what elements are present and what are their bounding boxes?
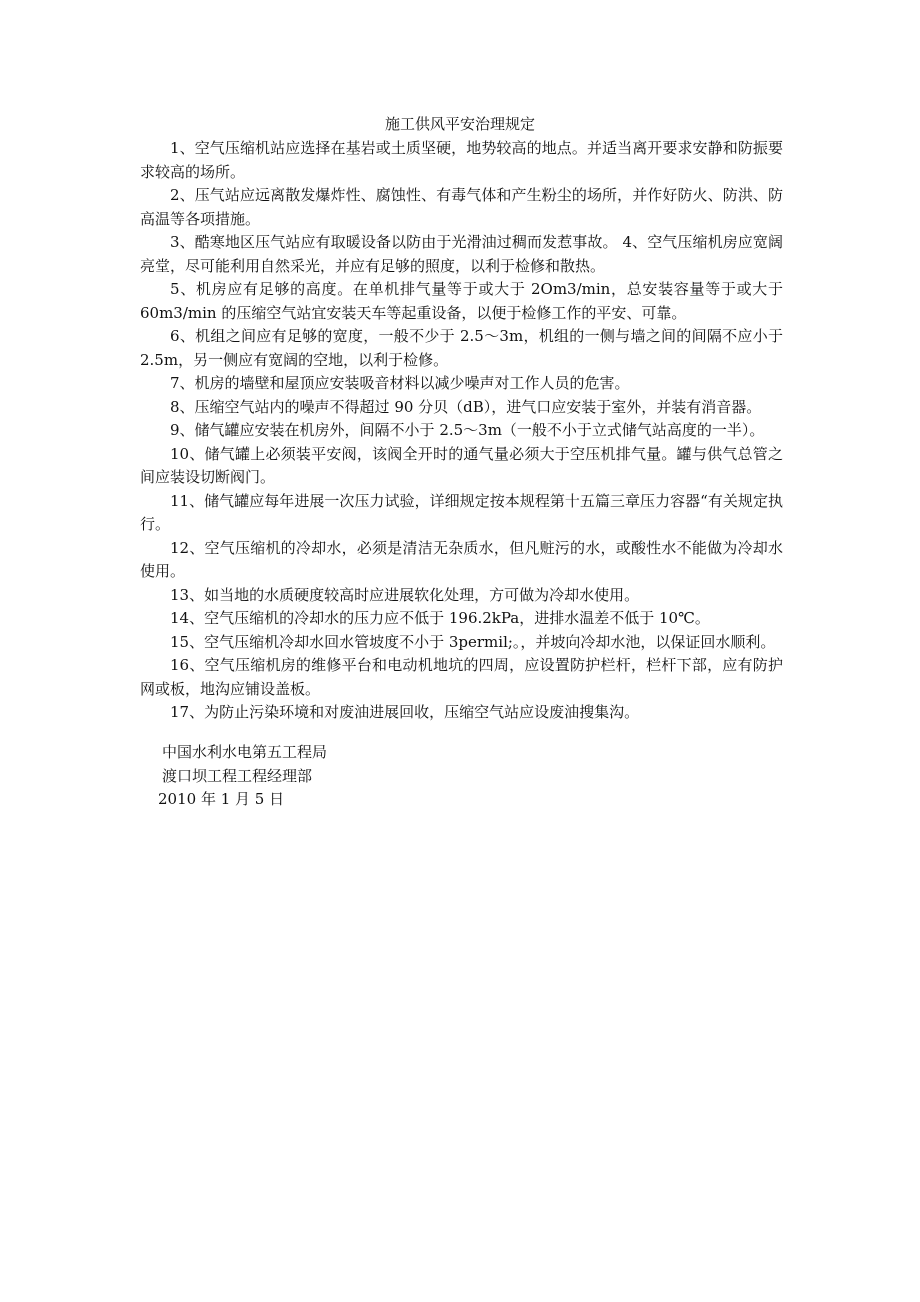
paragraph-12: 13、如当地的水质硬度较高时应进展软化处理，方可做为冷却水使用。 <box>170 585 640 604</box>
document-title: 施工供风平安治理规定 <box>384 115 535 133</box>
paragraph-9: 10、储气罐上必须装平安阀，该阀全开时的通气量必须大于空压机排气量。罐与供气总管之间应装设切断阀门。 <box>140 444 783 486</box>
paragraph-5: 6、机组之间应有足够的宽度，一般不少于 2.5～3m，机组的一侧与墙之间的间隔不应小于 2.5m，另一侧应有宽阔的空地，以利于检修。 <box>140 327 783 369</box>
paragraph-16: 17、为防止污染环境和对废油进展回收，压缩空气站应设废油搜集沟。 <box>170 703 640 721</box>
paragraph-6: 7、机房的墙壁和屋顶应安装吸音材料以减少噪声对工作人员的危害。 <box>170 374 630 392</box>
paragraph-7: 8、压缩空气站内的噪声不得超过 90 分贝（dB），进气口应安装于室外，并装有消音器。 <box>170 397 762 416</box>
paragraph-3: 3、酷寒地区压气站应有取暖设备以防由于光滑油过稠而发惹事故。 4、空气压缩机房应宽阔亮堂，尽可能利用自然采光，并应有足够的照度，以利于检修和散热。 <box>140 233 783 275</box>
paragraph-13: 14、空气压缩机的冷却水的压力应不低于 196.2kPa，进排水温差不低于 10℃。 <box>170 609 710 627</box>
org-line-1: 中国水利水电第五工程局 <box>162 743 328 761</box>
paragraph-8: 9、储气罐应安装在机房外，间隔不小于 2.5～3m（一般不小于立式储气站高度的一半）。 <box>170 421 765 439</box>
paragraph-1: 1、空气压缩机站应选择在基岩或土质坚硬，地势较高的地点。并适当离开要求安静和防振要求较高的场所。 <box>140 139 783 181</box>
paragraph-4: 5、机房应有足够的高度。在单机排气量等于或大于 2Om3/min，总安装容量等于或大于60m3/min 的压缩空气站宜安装天车等起重设备，以便于检修工作的平安、可靠。 <box>140 280 783 322</box>
document-signature <box>140 741 780 812</box>
document-body <box>140 137 783 725</box>
document-date: 2010 年 1 月 5 日 <box>158 790 285 808</box>
paragraph-2: 2、压气站应远离散发爆炸性、腐蚀性、有毒气体和产生粉尘的场所，并作好防火、防洪、防高温等各项措施。 <box>140 186 783 228</box>
paragraph-11: 12、空气压缩机的冷却水，必须是清洁无杂质水，但凡赃污的水，或酸性水不能做为冷却水使用。 <box>140 538 783 580</box>
paragraph-14: 15、空气压缩机冷却水回水管坡度不小于 3permil;。，并坡向冷却水池，以保证回水顺利。 <box>170 632 776 651</box>
org-line-2: 渡口坝工程工程经理部 <box>162 766 313 785</box>
paragraph-10: 11、储气罐应每年进展一次压力试验，详细规定按本规程第十五篇三章压力容器“有关规定执行。 <box>140 491 783 533</box>
paragraph-15: 16、空气压缩机房的维修平台和电动机地坑的四周，应设置防护栏杆，栏杆下部，应有防护网或板，地沟应铺设盖板。 <box>140 656 783 698</box>
